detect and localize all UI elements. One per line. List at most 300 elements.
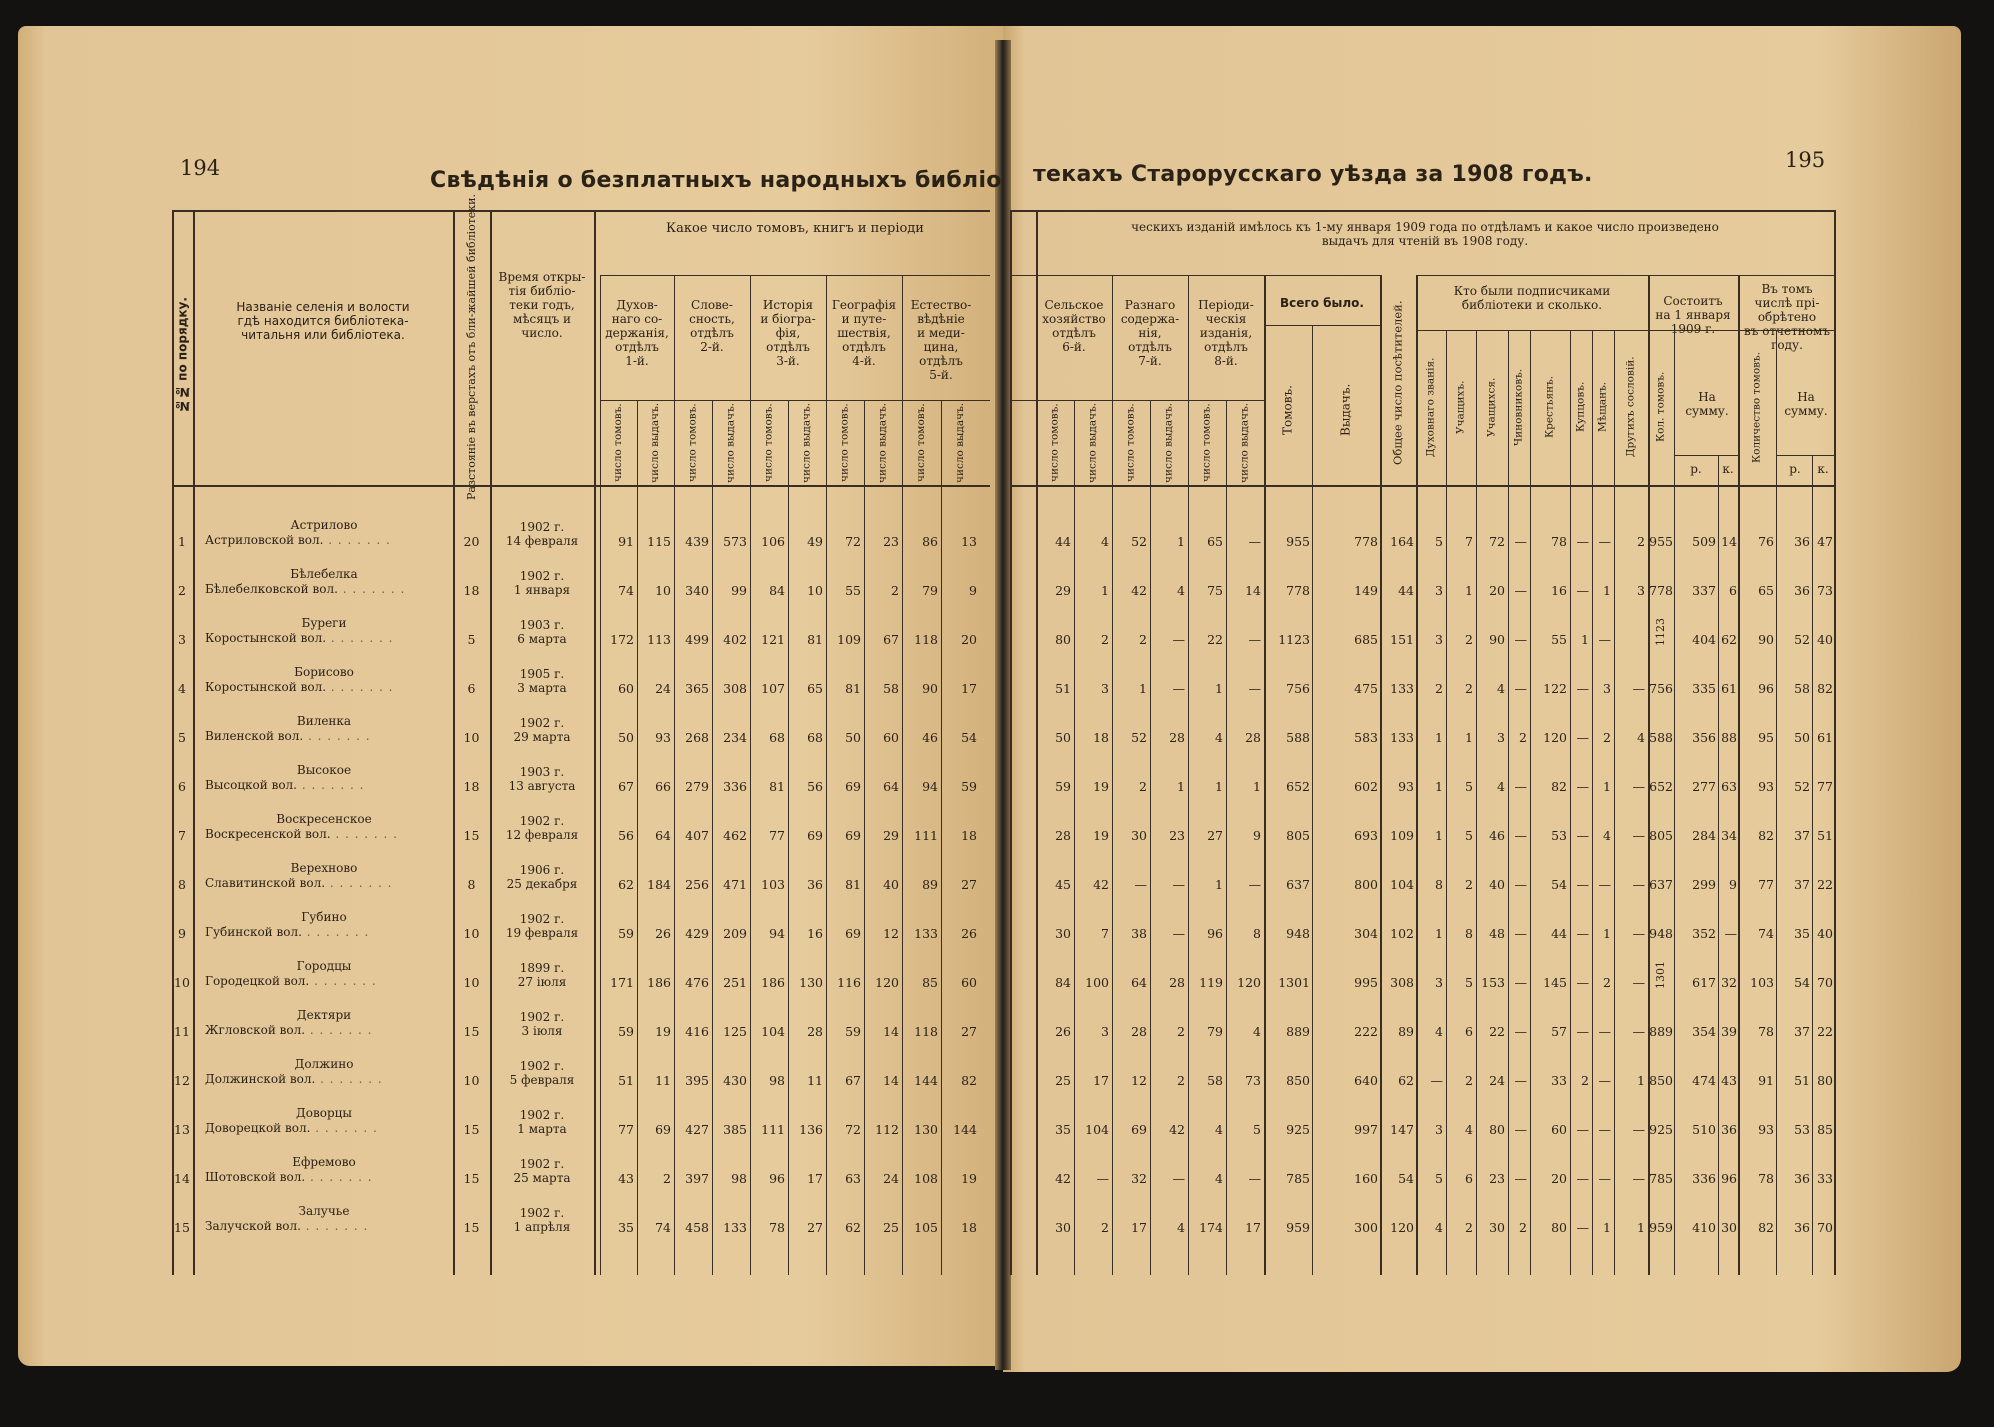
section-value: 12 [1131,1073,1147,1088]
subscriber-value: 5 [1465,828,1473,843]
section-value: 116 [837,975,861,990]
section-value: 268 [685,730,709,745]
subscriber-value: 1 [1603,779,1611,794]
section-value: 59 [845,1024,861,1039]
section-value: 17 [1093,1073,1109,1088]
subscriber-value: 60 [1551,1122,1567,1137]
section-value: 60 [883,730,899,745]
opened-date: 19 февраля [505,926,579,940]
header-opened-line: мѣсяцъ и [512,312,572,326]
section-value: 385 [723,1122,747,1137]
section-value: 25 [1055,1073,1071,1088]
rule-vertical [1718,455,1719,1275]
header-na-summu-line: сумму. [1685,404,1729,418]
subscriber-value: 6 [1465,1171,1473,1186]
header-name-line: читальня или библіотека. [241,328,405,342]
acquired-tomov-value: 82 [1758,1220,1774,1235]
section-value: 64 [883,779,899,794]
section-value: 1 [1139,681,1147,696]
rule-horizontal [172,210,990,212]
leader-dots: . . . . . . . [325,876,393,890]
volost-name [205,925,450,939]
section-value: 17 [961,681,977,696]
sum-rub-value: 509 [1692,534,1716,549]
subscriber-value: — [1632,828,1645,843]
section-value: 68 [807,730,823,745]
volost-name [205,1219,450,1233]
header-section-5-line: отдѣлъ [919,354,963,368]
kol-tomov-value: 805 [1649,828,1673,843]
section-value: 77 [618,1122,634,1137]
acquired-rub-value: 58 [1794,681,1810,696]
subscriber-value: — [1576,534,1589,549]
rule-horizontal [1010,275,1380,276]
section-value: 144 [914,1073,938,1088]
acquired-kop-value: 77 [1817,779,1833,794]
section-value: 19 [655,1024,671,1039]
leader-dots: . . . . . . . [300,1219,369,1233]
header-section-4-line: шествія, [837,326,891,340]
header-section-4-line: отдѣлъ [842,340,886,354]
leader-dots: . . . . . . . [305,1023,373,1037]
total-tomov-value: 588 [1286,730,1310,745]
section-value: 103 [761,877,785,892]
acquired-rub-value: 36 [1794,534,1810,549]
header-rub: р. [1690,462,1702,476]
header-subscribers [1418,284,1646,312]
leader-dots: . . . . . . . [310,1121,378,1135]
volost-text: Губинской вол. [205,925,302,939]
section-value: 80 [1055,632,1071,647]
subscriber-value: 122 [1543,681,1567,696]
section-value: 111 [761,1122,785,1137]
sum-kop-value: 9 [1729,877,1737,892]
volost-text: Коростынской вол. [205,631,327,645]
section-value: 51 [1055,681,1071,696]
section-value: 112 [875,1122,899,1137]
volost-text: Астриловской вол. [205,533,324,547]
section-value: 209 [723,926,747,941]
subscriber-value: — [1576,681,1589,696]
section-value: 91 [618,534,634,549]
acquired-tomov-value: 78 [1758,1171,1774,1186]
header-included-line: обрѣтено [1757,310,1817,324]
section-value: 67 [845,1073,861,1088]
section-value: 23 [883,534,899,549]
section-value: 115 [647,534,671,549]
subscriber-value: 2 [1603,975,1611,990]
acquired-kop-value: 51 [1817,828,1833,843]
header-section-4-line: Географія [831,298,897,312]
section-value: 98 [731,1171,747,1186]
volost-text: Высоцкой вол. [205,778,297,792]
section-value: 62 [618,877,634,892]
sum-kop-value: 61 [1721,681,1737,696]
header-section-7-line: Разнаго [1124,298,1176,312]
section-value: 1 [1177,779,1185,794]
section-value: 171 [610,975,634,990]
section-value: 82 [961,1073,977,1088]
subscriber-value: 4 [1435,1220,1443,1235]
header-sub-vydach: число выдачъ. [876,402,889,484]
section-value: 79 [922,583,938,598]
rule-vertical [193,210,195,1275]
header-section-5-line: цина, [923,340,959,354]
section-value: 62 [845,1220,861,1235]
total-tomov-value: 1123 [1278,632,1310,647]
section-value: 42 [1093,877,1109,892]
total-vydach-value: 583 [1354,730,1378,745]
leader-dots: . . . . . . . [326,631,394,645]
opened-date: 25 марта [513,1171,571,1185]
row-number: 1 [178,534,186,549]
header-subscribers-line: Кто были подписчиками [1453,284,1611,298]
section-value: 104 [761,1024,785,1039]
row-number: 8 [178,877,186,892]
place-name: Буреги [301,616,347,630]
section-value: 20 [961,632,977,647]
header-section-2-line: отдѣлъ [690,326,734,340]
header-opened-line: число. [521,326,563,340]
distance-value: 15 [463,1171,480,1186]
section-value: 73 [1245,1073,1261,1088]
acquired-kop-value: 73 [1817,583,1833,598]
row-number: 7 [178,828,186,843]
subscriber-value: 4 [1497,681,1505,696]
subscriber-value: — [1576,926,1589,941]
section-value: 65 [1207,534,1223,549]
subscriber-value: 4 [1435,1024,1443,1039]
total-vydach-value: 997 [1354,1122,1378,1137]
header-subscriber-col-7: Мѣщанъ. [1596,381,1609,433]
section-value: 44 [1055,534,1071,549]
section-value: 251 [723,975,747,990]
leader-dots: . . . . . . . [323,533,391,547]
header-sub-tomov: число томовъ. [915,403,927,483]
header-na-summu-2 [1778,390,1834,418]
total-vydach-value: 304 [1354,926,1378,941]
kol-tomov-value: 925 [1649,1122,1673,1137]
subscriber-value: 80 [1551,1220,1567,1235]
subscriber-value: — [1576,1171,1589,1186]
section-value: 430 [723,1073,747,1088]
volost-name [205,1121,450,1135]
acquired-kop-value: 33 [1817,1171,1833,1186]
total-vydach-value: 800 [1354,877,1378,892]
section-value: 59 [961,779,977,794]
section-value: 59 [618,1024,634,1039]
sum-kop-value: 96 [1721,1171,1737,1186]
section-value: 46 [922,730,938,745]
subscriber-value: 53 [1551,828,1567,843]
volost-text: Шотовской вол. [205,1170,306,1184]
subscriber-value: — [1632,1122,1645,1137]
rule-horizontal [172,485,990,487]
acquired-rub-value: 36 [1794,583,1810,598]
opened-year: 1903 г. [519,765,565,779]
kol-tomov-value: 850 [1649,1073,1673,1088]
opened-date: 1 января [513,583,571,597]
subscriber-value: — [1430,1073,1443,1088]
row-number: 11 [174,1024,190,1039]
acquired-rub-value: 52 [1794,632,1810,647]
volost-name [205,778,450,792]
section-value: 60 [961,975,977,990]
kol-tomov-value: 588 [1649,730,1673,745]
distance-value: 10 [463,926,480,941]
header-section-5-line: вѣдѣніе [917,312,965,326]
section-value: 1 [1215,877,1223,892]
section-value: 64 [1131,975,1147,990]
header-section-3-line: отдѣлъ [766,340,810,354]
section-value: 66 [655,779,671,794]
visitors-value: 147 [1390,1122,1414,1137]
header-section-8 [1190,298,1262,368]
section-value: 29 [883,828,899,843]
subscriber-value: 3 [1435,975,1443,990]
subscriber-value: 80 [1489,1122,1505,1137]
section-value: 18 [961,1220,977,1235]
section-value: 172 [610,632,634,647]
volost-text: Доворецкой вол. [205,1121,311,1135]
header-section-3-line: Исторія [762,298,814,312]
volost-name [205,729,450,743]
section-value: 121 [761,632,785,647]
sum-kop-value: — [1724,926,1737,941]
section-value: 4 [1215,1171,1223,1186]
volost-text: Коростынской вол. [205,680,327,694]
section-value: 36 [807,877,823,892]
place-name: Должино [294,1057,354,1071]
section-value: 18 [961,828,977,843]
header-section-6-line: отдѣлъ [1052,326,1096,340]
kol-tomov-value: 955 [1649,534,1673,549]
sum-rub-value: 337 [1692,583,1716,598]
section-value: 458 [685,1220,709,1235]
place-name: Городцы [296,959,352,973]
section-value: 30 [1055,1220,1071,1235]
section-value: — [1248,877,1261,892]
section-value: 23 [1169,828,1185,843]
section-value: 1 [1215,779,1223,794]
section-value: 28 [1169,975,1185,990]
section-value: 93 [655,730,671,745]
rule-horizontal [1264,325,1380,326]
acquired-rub-value: 36 [1794,1220,1810,1235]
section-value: 2 [1177,1073,1185,1088]
opened-date: 27 іюля [517,975,567,989]
section-value: 3 [1101,1024,1109,1039]
acquired-tomov-value: 91 [1758,1073,1774,1088]
header-sub-tomov: число томовъ. [838,403,851,483]
kol-tomov-value: 948 [1649,926,1673,941]
header-section-7-line: 7-й. [1138,354,1162,368]
section-value: 49 [807,534,823,549]
leader-dots: . . . . . . . [303,729,371,743]
section-value: 25 [883,1220,899,1235]
section-value: 279 [685,779,709,794]
distance-value: 10 [463,975,480,990]
subscriber-value: 3 [1435,583,1443,598]
section-value: 19 [961,1171,977,1186]
header-sub-tomov: число томовъ. [612,403,624,483]
subscriber-value: 40 [1489,877,1505,892]
total-vydach-value: 778 [1354,534,1378,549]
total-vydach-value: 602 [1354,779,1378,794]
subscriber-value: — [1514,534,1527,549]
section-value: 81 [807,632,823,647]
header-consists-line: на 1 января [1655,308,1731,322]
header-name-line: гдѣ находится библіотека- [237,314,409,328]
opened-year: 1903 г. [519,618,565,632]
subscriber-value: 1 [1465,583,1473,598]
header-section-2-line: Слове- [691,298,733,312]
section-value: 30 [1131,828,1147,843]
section-value: 12 [883,926,899,941]
subscriber-value: — [1598,632,1611,647]
section-value: 407 [685,828,709,843]
left-page-number: 194 [180,156,221,180]
place-name: Воскресенское [276,812,372,826]
subscriber-value: — [1598,534,1611,549]
section-value: 256 [685,877,709,892]
acquired-rub-value: 37 [1794,1024,1810,1039]
section-value: 4 [1177,1220,1185,1235]
section-value: 24 [883,1171,899,1186]
section-value: 18 [1093,730,1109,745]
kol-tomov-value: 778 [1649,583,1673,598]
total-tomov-value: 925 [1286,1122,1310,1137]
section-value: 8 [1253,926,1261,941]
header-section-6-line: 6-й. [1062,340,1086,354]
section-value: 86 [922,534,938,549]
volost-name [205,1023,450,1037]
header-consists [1650,294,1736,336]
subscriber-value: — [1514,926,1527,941]
acquired-kop-value: 40 [1817,926,1833,941]
section-value: 107 [761,681,785,696]
rule-horizontal [1776,455,1834,456]
section-value: 42 [1131,583,1147,598]
header-section-3-line: фія, [775,326,801,340]
place-name: Ефремово [292,1155,356,1169]
section-value: 38 [1131,926,1147,941]
section-value: 67 [883,632,899,647]
section-value: 10 [807,583,823,598]
subscriber-value: 4 [1497,779,1505,794]
section-value: 56 [807,779,823,794]
header-sub-tomov: число томовъ. [1124,403,1137,483]
section-value: 1 [1215,681,1223,696]
place-name: Виленка [296,714,352,728]
header-opened [492,270,592,340]
section-value: 27 [961,877,977,892]
section-value: 118 [914,1024,938,1039]
subscriber-value: — [1576,828,1589,843]
header-section-6-line: Сельское [1044,298,1104,312]
header-total-tomov: Томовъ. [1280,385,1295,435]
rule-horizontal [600,275,990,276]
section-value: 42 [1169,1122,1185,1137]
volost-text: Городецкой вол. [205,974,310,988]
subscriber-value: — [1576,1024,1589,1039]
header-subscriber-col-1: Духовнаго званія. [1424,357,1437,457]
acquired-kop-value: 80 [1817,1073,1833,1088]
section-value: 2 [663,1171,671,1186]
subscriber-value: 2 [1435,681,1443,696]
section-value: 3 [1101,681,1109,696]
visitors-value: 120 [1390,1220,1414,1235]
section-value: 58 [883,681,899,696]
section-value: 365 [685,681,709,696]
section-value: 90 [922,681,938,696]
header-section-7-line: отдѣлъ [1128,340,1172,354]
subscriber-value: — [1514,1073,1527,1088]
section-value: 68 [769,730,785,745]
header-included-line: числѣ прі- [1754,296,1820,310]
header-row-number: №№ по порядку. [175,297,190,413]
section-value: 52 [1131,730,1147,745]
section-value: 2 [1101,632,1109,647]
section-value: 234 [723,730,747,745]
subscriber-value: — [1576,1122,1589,1137]
subscriber-value: 1 [1581,632,1589,647]
header-name-line: Названіе селенія и волости [236,300,410,314]
section-value: — [1172,1171,1185,1186]
header-section-8-line: 8-й. [1214,354,1238,368]
header-span-right-line: выдачъ для чтеній въ 1908 году. [1321,234,1529,248]
section-value: 26 [655,926,671,941]
opened-year: 1899 г. [519,961,565,975]
subscriber-value: 5 [1435,534,1443,549]
acquired-tomov-value: 78 [1758,1024,1774,1039]
section-value: 336 [723,779,747,794]
header-section-3-line: 3-й. [776,354,800,368]
section-value: — [1134,877,1147,892]
section-value: 1 [1101,583,1109,598]
distance-value: 15 [463,828,480,843]
header-sub-vydach: число выдачъ. [800,402,813,484]
section-value: 14 [1245,583,1261,598]
header-section-8-line: изданія, [1199,326,1253,340]
header-span-right-line: ческихъ изданій имѣлось къ 1-му января 1909 года по отдѣламъ и какое число произведено [1131,220,1719,234]
acquired-rub-value: 52 [1794,779,1810,794]
sum-kop-value: 63 [1721,779,1737,794]
subscriber-value: 2 [1465,1073,1473,1088]
section-value: 30 [1055,926,1071,941]
section-value: 85 [922,975,938,990]
opened-year: 1902 г. [519,520,565,534]
rule-horizontal [1416,275,1834,276]
acquired-tomov-value: 103 [1750,975,1774,990]
subscriber-value: 24 [1489,1073,1505,1088]
volost-name [205,533,450,547]
subscriber-value: — [1576,975,1589,990]
subscriber-value: — [1576,877,1589,892]
distance-value: 8 [467,877,476,892]
section-value: 186 [647,975,671,990]
section-value: 104 [1085,1122,1109,1137]
place-name: Дектяри [296,1008,352,1022]
kol-tomov-value: 1123 [1654,618,1667,646]
distance-value: 5 [467,632,476,647]
section-value: 27 [1207,828,1223,843]
subscriber-value: — [1632,681,1645,696]
header-section-7-line: нія, [1138,326,1162,340]
acquired-kop-value: 61 [1817,730,1833,745]
acquired-tomov-value: 65 [1758,583,1774,598]
acquired-tomov-value: 93 [1758,1122,1774,1137]
